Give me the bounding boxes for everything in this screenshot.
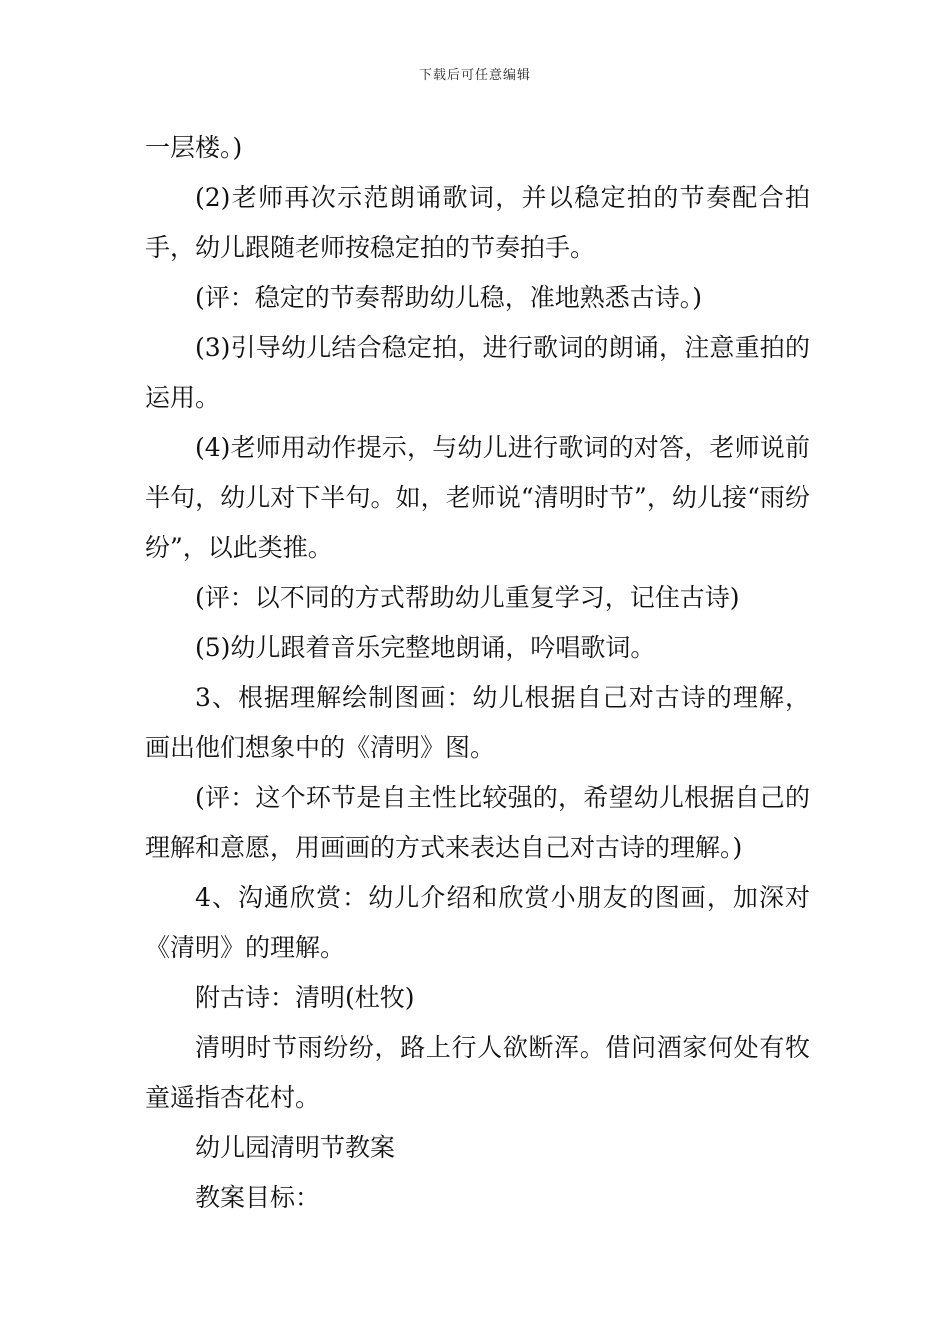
paragraph: (评：这个环节是自主性比较强的，希望幼儿根据自己的理解和意愿，用画画的方式来表达自己对古诗的理解。) bbox=[145, 783, 810, 862]
paragraph: (评：以不同的方式帮助幼儿重复学习，记住古诗) bbox=[195, 583, 740, 612]
paragraph: (4)老师用动作提示，与幼儿进行歌词的对答，老师说前半句，幼儿对下半句。如，老师说“清明时节”，幼儿接“雨纷纷”，以此类推。 bbox=[145, 433, 810, 562]
paragraph: 一层楼。) bbox=[145, 133, 243, 162]
paragraph: 清明时节雨纷纷，路上行人欲断浑。借问酒家何处有牧童遥指杏花村。 bbox=[145, 1033, 810, 1112]
paragraph: (5)幼儿跟着音乐完整地朗诵，吟唱歌词。 bbox=[195, 633, 656, 662]
paragraph: (评：稳定的节奏帮助幼儿稳，准地熟悉古诗。) bbox=[195, 283, 703, 312]
paragraph: 附古诗：清明(杜牧) bbox=[195, 983, 415, 1012]
page-header: 下载后可任意编辑 bbox=[418, 68, 531, 83]
paragraph: (2)老师再次示范朗诵歌词，并以稳定拍的节奏配合拍手，幼儿跟随老师按稳定拍的节奏拍手。 bbox=[145, 183, 810, 262]
section-title: 幼儿园清明节教案 bbox=[195, 1133, 396, 1162]
paragraph: 4、沟通欣赏：幼儿介绍和欣赏小朋友的图画，加深对《清明》的理解。 bbox=[145, 883, 810, 962]
document-body bbox=[145, 123, 810, 1223]
paragraph: 3、根据理解绘制图画：幼儿根据自己对古诗的理解，画出他们想象中的《清明》图。 bbox=[145, 683, 810, 762]
subsection-heading: 教案目标： bbox=[195, 1183, 321, 1212]
paragraph: (3)引导幼儿结合稳定拍，进行歌词的朗诵，注意重拍的运用。 bbox=[145, 333, 810, 412]
